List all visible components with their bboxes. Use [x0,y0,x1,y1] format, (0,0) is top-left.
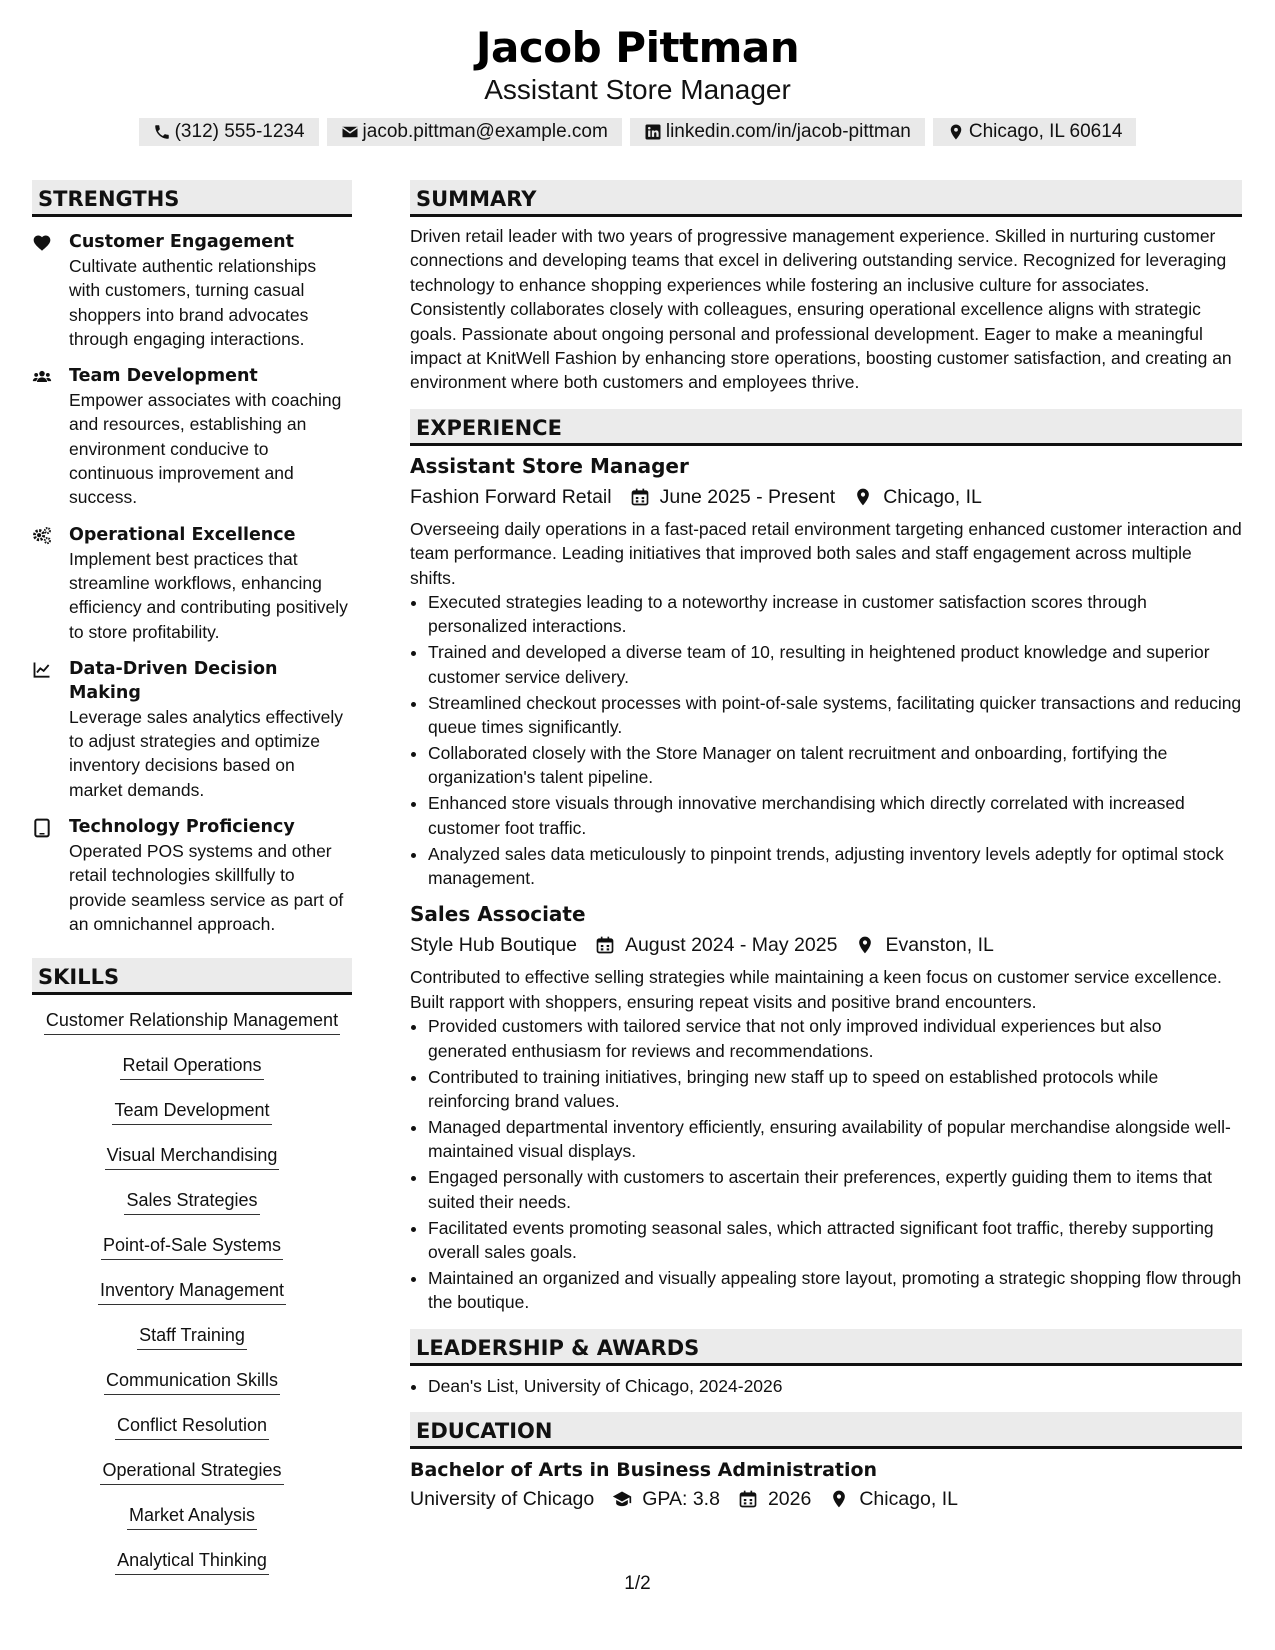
award-item: • Dean's List, University of Chicago, 2024-2026 [428,1374,1242,1398]
job-bullet: • Contributed to training initiatives, bringing new staff up to speed on established protocols while reinforcing brand values. [428,1065,1242,1114]
skill-tag: Communication Skills [104,1369,280,1395]
strength-item [32,523,352,644]
skill-tag: Visual Merchandising [105,1144,280,1170]
strength-item [32,815,352,936]
strength-description: Leverage sales analytics effectively to adjust strategies and optimize inventory decisions based on market demands. [69,706,343,800]
gears-icon [32,523,69,644]
phone-icon [153,123,171,141]
job-title: Assistant Store Manager [410,453,689,478]
strength-description: Operated POS systems and other retail technologies skillfully to provide seamless service as part of an omnichannel approach. [69,841,344,934]
job-bullet: • Executed strategies leading to a noteworthy increase in customer satisfaction scores through personalized interactions. [428,590,1242,639]
phone-text: (312) 555-1234 [174,121,305,142]
strength-description: Implement best practices that streamline workflows, enhancing efficiency and contributing positively to store profitability. [69,548,348,642]
awards-heading: LEADERSHIP & AWARDS [410,1329,1242,1366]
strength-item [32,230,352,351]
contact-location [933,118,1137,146]
job-bullets [410,1014,1242,1314]
calendar-icon [630,487,650,507]
degree-title: Bachelor of Arts in Business Administration [410,1459,878,1482]
skill-tag: Customer Relationship Management [44,1009,340,1035]
left-column [32,180,352,1594]
strength-description: Empower associates with coaching and resources, establishing an environment conducive to continuous improvement and success. [69,390,342,508]
chart-line-icon [32,657,69,802]
calendar-icon [595,935,615,955]
heart-icon [32,230,69,351]
school-name: University of Chicago [410,1488,595,1511]
strength-item [32,364,352,509]
job-location: Chicago, IL [883,485,982,508]
job-bullet: • Facilitated events promoting seasonal sales, which attracted significant foot traffic, thereby supporting overall sales goals. [428,1216,1242,1265]
map-marker-icon [853,487,873,507]
job-bullet: • Analyzed sales data meticulously to pinpoint trends, adjusting inventory levels adeptly for optimal stock management. [428,842,1242,891]
contact-email[interactable] [327,118,622,146]
job-bullet: • Streamlined checkout processes with point-of-sale systems, facilitating quicker transactions and reducing queue times significantly. [428,691,1242,740]
map-marker-icon [855,935,875,955]
experience-heading: EXPERIENCE [410,409,1242,446]
job-bullet: • Engaged personally with customers to ascertain their preferences, expertly guiding them to items that suited their needs. [428,1165,1242,1214]
job-entry [410,452,1242,891]
candidate-name: Jacob Pittman [475,23,800,72]
page-number: 1/2 [624,1573,651,1594]
job-bullet: • Maintained an organized and visually appealing store layout, promoting a strategic shopping flow through the boutique. [428,1266,1242,1315]
job-location: Evanston, IL [885,934,994,957]
map-marker-icon [947,123,965,141]
graduation-cap-icon [612,1489,632,1509]
company-name: Fashion Forward Retail [410,485,612,508]
strength-title: Data-Driven Decision Making [69,658,278,703]
skill-tag: Point-of-Sale Systems [101,1234,283,1260]
company-name: Style Hub Boutique [410,934,577,957]
location-text: Chicago, IL 60614 [968,121,1123,142]
job-bullet: • Provided customers with tailored service that not only improved individual experiences but also generated enthusiasm for reviews and recommendations. [428,1014,1242,1063]
gpa-text: GPA: 3.8 [642,1488,720,1511]
strength-item [32,657,352,802]
tablet-icon [32,815,69,936]
job-entry [410,900,1242,1314]
job-bullets [410,590,1242,890]
job-dates: August 2024 - May 2025 [624,934,838,957]
skill-tag: Team Development [112,1099,271,1125]
job-description: Contributed to effective selling strategies while maintaining a keen focus on customer service excellence. Built rapport with shoppers, ensuring repeat visits and positive brand encounters. [410,967,1222,1012]
linkedin-icon [644,123,662,141]
linkedin-text[interactable]: linkedin.com/in/jacob-pittman [665,121,911,142]
strength-title: Customer Engagement [69,232,295,252]
users-icon [32,364,69,509]
map-marker-icon [829,1489,849,1509]
email-text[interactable]: jacob.pittman@example.com [362,121,608,142]
job-bullet: • Enhanced store visuals through innovative merchandising which directly correlated with increased customer foot traffic. [428,791,1242,840]
job-meta [410,931,1242,959]
strength-description: Cultivate authentic relationships with customers, turning casual shoppers into brand advocates through engaging interactions. [69,256,317,349]
skill-tag: Retail Operations [120,1054,263,1080]
right-column [410,180,1242,1519]
skill-tag: Sales Strategies [124,1189,259,1215]
calendar-icon [738,1489,758,1509]
skill-tag: Market Analysis [127,1504,257,1530]
skill-tag: Inventory Management [98,1279,286,1305]
school-location: Chicago, IL [859,1488,958,1511]
skill-tag: Staff Training [137,1324,247,1350]
awards-list [410,1374,1242,1398]
job-title: Sales Associate [410,902,586,927]
contact-phone [139,118,319,146]
strengths-heading: STRENGTHS [32,180,352,217]
resume-header [0,22,1275,146]
education-meta [410,1485,1242,1513]
job-description: Overseeing daily operations in a fast-paced retail environment targeting enhanced customer interaction and team performance. Leading initiatives that improved both sales and staff engagement across multiple shifts. [410,518,1242,588]
education-heading: EDUCATION [410,1412,1242,1449]
job-dates: June 2025 - Present [659,485,836,508]
strength-title: Technology Proficiency [69,817,295,838]
skill-tag: Analytical Thinking [115,1549,269,1575]
job-bullet: • Trained and developed a diverse team of 10, resulting in heightened product knowledge and superior customer service delivery. [428,640,1242,689]
strength-title: Team Development [69,366,258,387]
skill-tag: Operational Strategies [100,1459,283,1485]
candidate-title: Assistant Store Manager [484,74,791,105]
job-bullet: • Managed departmental inventory efficiently, ensuring availability of popular merchandise alongside well-maintained visual displays. [428,1115,1242,1164]
strength-title: Operational Excellence [69,524,296,545]
graduation-year: 2026 [767,1488,812,1511]
job-meta [410,483,1242,511]
summary-heading: SUMMARY [410,180,1242,217]
contact-bar [0,118,1275,146]
envelope-icon [341,123,359,141]
skills-list [32,1009,352,1594]
skill-tag: Conflict Resolution [115,1414,269,1440]
job-bullet: • Collaborated closely with the Store Manager on talent recruitment and onboarding, fortifying the organization's talent pipeline. [428,741,1242,790]
summary-text: Driven retail leader with two years of progressive management experience. Skilled in nurturing customer connections and developing teams that excel in delivering outstanding service. Recognized for leveraging technology to enhance shopping experiences while fostering an inclusive culture for associates. Consistently collaborates closely with colleagues, ensuring operational excellence aligns with strategic goals. Passionate about ongoing personal and professional development. Eager to make a meaningful impact at KnitWell Fashion by enhancing store operations, boosting customer satisfaction, and creating an environment where both customers and employees thrive. [410,226,1232,393]
skills-heading: SKILLS [32,958,352,995]
contact-linkedin[interactable] [630,118,925,146]
